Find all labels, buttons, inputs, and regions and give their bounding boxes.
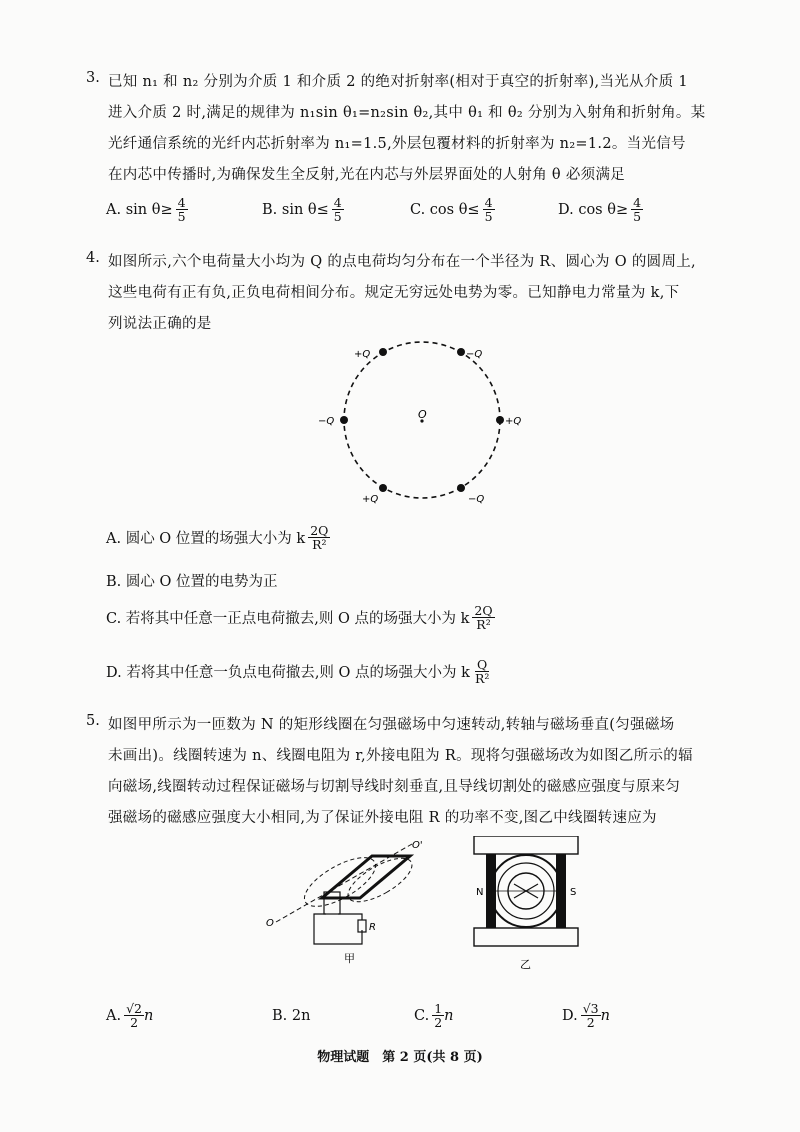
- denominator: 2: [586, 1015, 595, 1031]
- charge-dot: [496, 416, 504, 424]
- numerator: Q: [477, 657, 488, 672]
- option-d: [562, 1002, 610, 1029]
- option-label: B. 2n: [272, 1008, 311, 1024]
- denominator: 5: [484, 209, 493, 225]
- axis-label: O: [266, 918, 274, 929]
- numerator: 1: [434, 1001, 443, 1016]
- question-text-line: 这些电荷有正有负,正负电荷相间分布。规定无穷远处电势为零。已知静电力常量为 k,下: [108, 285, 680, 301]
- option-text: C. 若将其中任意一正点电荷撤去,则 O 点的场强大小为 k: [106, 611, 470, 628]
- question-text-line: 如图甲所示为一匝数为 N 的矩形线圈在匀强磁场中匀速转动,转轴与磁场垂直(匀强磁场: [108, 717, 675, 733]
- option-a: [106, 1002, 153, 1029]
- numerator: √2: [126, 1001, 143, 1016]
- question-text-line: 未画出)。线圈转速为 n、线圈电阻为 r,外接电阻为 R。现将匀强磁场改为如图乙所示的辐: [108, 748, 693, 764]
- fraction: [332, 196, 344, 223]
- charge-dot: [379, 348, 387, 356]
- fraction: [483, 196, 495, 223]
- numerator: √3: [582, 1001, 599, 1016]
- fraction: [124, 1002, 144, 1029]
- question-text-line: 进入介质 2 时,满足的规律为 n₁sin θ₁=n₂sin θ₂,其中 θ₁ 和 θ₂ 分别为入射角和折射角。某: [108, 105, 706, 121]
- charge-label: +Q: [505, 416, 522, 427]
- numerator: 4: [177, 195, 186, 210]
- figure-caption: 甲: [344, 952, 355, 965]
- charge-dot: [457, 348, 465, 356]
- option-text: B. 圆心 O 位置的电势为正: [106, 574, 278, 590]
- numerator: 2Q: [474, 603, 493, 618]
- option-b: [262, 196, 344, 223]
- fraction: [631, 196, 643, 223]
- question-number: 5.: [86, 713, 100, 729]
- axis-label: O': [412, 840, 423, 851]
- option-d: [106, 658, 491, 685]
- option-b: [272, 1008, 310, 1024]
- denominator: 5: [633, 209, 642, 225]
- external-circuit: [314, 914, 362, 944]
- denominator: R²: [476, 617, 491, 633]
- charge-label: −Q: [466, 349, 483, 360]
- charge-dot: [340, 416, 348, 424]
- denominator: R²: [474, 671, 490, 687]
- charge-circle-diagram: [300, 330, 540, 510]
- numerator: 4: [633, 195, 642, 210]
- option-label: A. sin θ≥: [106, 201, 173, 218]
- question-text-line: 向磁场,线圈转动过程保证磁场与切割导线时刻垂直,且导线切割处的磁感应强度与原来匀: [108, 779, 681, 795]
- fraction: [581, 1002, 601, 1029]
- center-label: O: [418, 408, 427, 421]
- charge-label: +Q: [354, 349, 371, 360]
- north-pole-label: N: [476, 887, 484, 898]
- question-text-line: 光纤通信系统的光纤内芯折射率为 n₁=1.5,外层包覆材料的折射率为 n₂=1.2。当光信号: [108, 136, 686, 152]
- option-label: D.: [562, 1007, 578, 1024]
- option-d: [558, 196, 643, 223]
- option-text: D. 若将其中任意一负点电荷撤去,则 O 点的场强大小为 k: [106, 665, 470, 682]
- question-number: 3.: [86, 70, 100, 86]
- option-label: C.: [414, 1007, 430, 1024]
- option-suffix: n: [444, 1007, 454, 1024]
- option-a: [106, 196, 188, 223]
- figure-caption: 乙: [520, 958, 531, 971]
- magnet-yoke: [474, 928, 578, 946]
- magnet-yoke: [474, 836, 578, 854]
- question-text-line: 在内芯中传播时,为确保发生全反射,光在内芯与外层界面处的人射角 θ 必须满足: [108, 167, 626, 183]
- denominator: R²: [312, 537, 327, 553]
- numerator: 4: [484, 195, 493, 210]
- option-label: A.: [106, 1007, 122, 1024]
- option-c: [414, 1002, 453, 1029]
- option-b: [106, 570, 277, 591]
- option-c: [106, 604, 495, 631]
- page-footer: 物理试题 第 2 页(共 8 页): [317, 1050, 483, 1065]
- resistor-label: R: [369, 922, 376, 933]
- charge-label: −Q: [468, 494, 485, 505]
- option-text: A. 圆心 O 位置的场强大小为 k: [106, 531, 306, 548]
- denominator: 2: [130, 1015, 139, 1031]
- question-text-line: 强磁场的磁感应强度大小相同,为了保证外接电阻 R 的功率不变,图乙中线圈转速应为: [108, 810, 657, 826]
- denominator: 5: [177, 209, 186, 225]
- question-text-line: 如图所示,六个电荷量大小均为 Q 的点电荷均匀分布在一个半径为 R、圆心为 O 的圆周上,: [108, 254, 696, 270]
- coil-figure-jia: [262, 834, 442, 974]
- charge-dot: [457, 484, 465, 492]
- question-number: 4.: [86, 250, 100, 266]
- numerator: 2Q: [310, 523, 329, 538]
- radial-field-figure-yi: [470, 836, 582, 976]
- option-a: [106, 524, 330, 551]
- fraction: [432, 1002, 444, 1029]
- charge-dot: [379, 484, 387, 492]
- option-suffix: n: [144, 1007, 154, 1024]
- option-c: [410, 196, 495, 223]
- question-text-line: 列说法正确的是: [108, 316, 212, 332]
- external-circuit: [338, 914, 362, 920]
- denominator: 2: [434, 1015, 443, 1031]
- south-pole-label: S: [570, 887, 577, 898]
- option-label: D. cos θ≥: [558, 201, 629, 218]
- fraction: [176, 196, 188, 223]
- numerator: 4: [333, 195, 342, 210]
- fraction: [472, 604, 494, 631]
- question-text-line: 已知 n₁ 和 n₂ 分别为介质 1 和介质 2 的绝对折射率(相对于真空的折射率),当光从介质 1: [108, 74, 688, 90]
- fraction: [308, 524, 330, 551]
- option-suffix: n: [600, 1007, 610, 1024]
- option-label: C. cos θ≤: [410, 201, 480, 218]
- charge-label: −Q: [318, 416, 335, 427]
- fraction: [473, 658, 491, 685]
- charge-label: +Q: [362, 494, 379, 505]
- option-label: B. sin θ≤: [262, 201, 329, 218]
- denominator: 5: [333, 209, 342, 225]
